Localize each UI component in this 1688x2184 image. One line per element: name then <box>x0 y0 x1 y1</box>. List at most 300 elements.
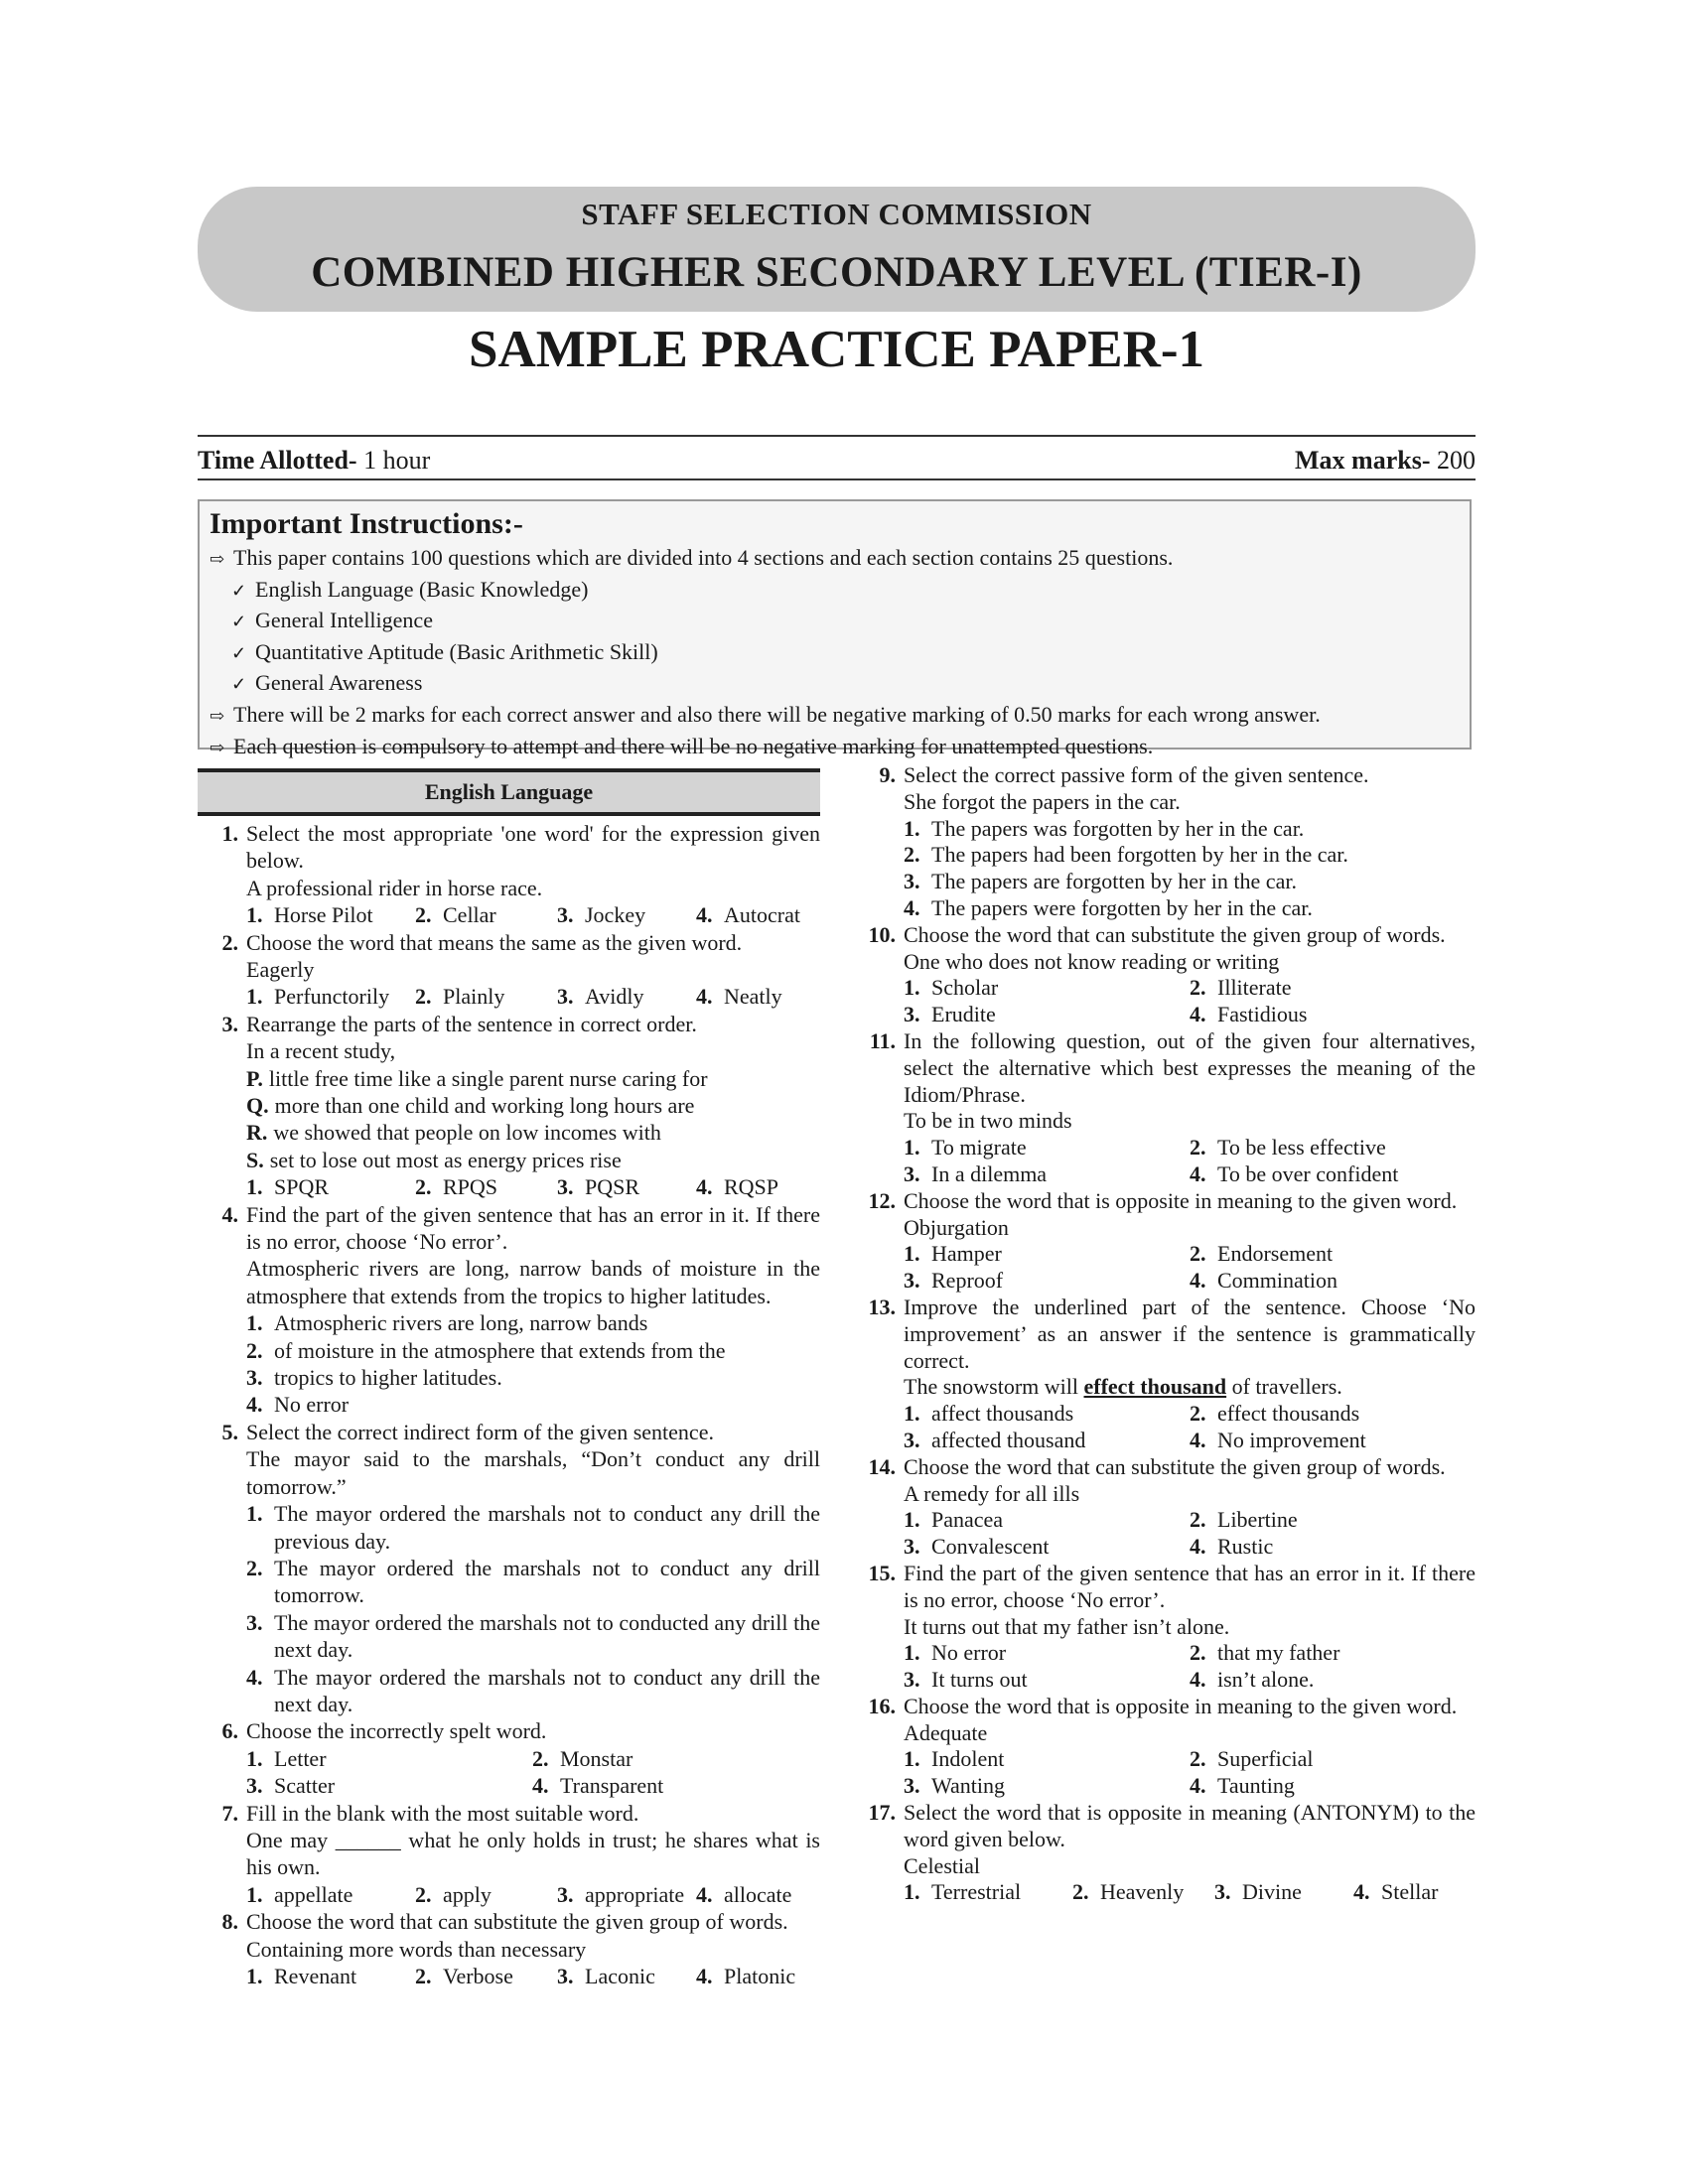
question-8 <box>198 1908 820 1989</box>
question-prompt: Fill in the blank with the most suitable word. <box>246 1800 639 1826</box>
question-stem: The mayor said to the marshals, “Don’t conduct any drill tomorrow.” <box>246 1446 820 1499</box>
option-text: PQSR <box>585 1174 640 1200</box>
option-1[interactable] <box>246 983 389 1010</box>
option-3[interactable] <box>904 1428 1190 1454</box>
option-text: The papers were forgotten by her in the car. <box>931 894 1313 920</box>
option-2[interactable] <box>415 983 504 1010</box>
option-4[interactable] <box>696 901 800 928</box>
option-number: 2. <box>1190 1401 1206 1427</box>
option-3[interactable] <box>246 1364 820 1391</box>
option-2[interactable] <box>415 1881 492 1908</box>
option-text: The mayor ordered the marshals not to conduct any drill the next day. <box>274 1664 820 1716</box>
question-stem: Eagerly <box>246 957 315 983</box>
option-text: Scatter <box>274 1773 336 1799</box>
question-stem: Containing more words than necessary <box>246 1936 587 1962</box>
options <box>904 1640 1476 1694</box>
question-stem: A remedy for all ills <box>904 1480 1080 1506</box>
question-1 <box>198 820 820 929</box>
part-text: more than one child and working long hours are <box>274 1093 695 1119</box>
option-1[interactable] <box>904 1507 1190 1534</box>
option-text: appropriate <box>585 1881 685 1907</box>
option-text: SPQR <box>274 1174 330 1200</box>
option-number: 4. <box>696 902 713 928</box>
question-prompt: Choose the word that is opposite in meaning to the given word. <box>904 1187 1458 1213</box>
option-text: affected thousand <box>931 1427 1086 1452</box>
options <box>904 1746 1476 1800</box>
option-2[interactable] <box>246 1337 820 1364</box>
option-text: RQSP <box>724 1174 779 1200</box>
option-number: 4. <box>1190 1427 1206 1452</box>
time-label: Time Allotted- <box>198 446 357 475</box>
question-10 <box>855 922 1476 1028</box>
option-3[interactable] <box>246 1772 532 1799</box>
question-3 <box>198 1011 820 1201</box>
option-4[interactable] <box>904 895 1476 922</box>
option-text: Monstar <box>560 1745 633 1771</box>
option-text: Neatly <box>724 984 782 1010</box>
options <box>246 1500 820 1717</box>
right-column <box>855 762 1476 1906</box>
option-number: 1. <box>904 1241 920 1267</box>
option-text: Transparent <box>560 1773 664 1799</box>
option-text: Terrestrial <box>931 1879 1022 1905</box>
option-2[interactable] <box>1190 975 1476 1002</box>
option-text: To be over confident <box>1217 1160 1399 1186</box>
org-title: STAFF SELECTION COMMISSION <box>581 197 1092 231</box>
question-number: 15. <box>868 1560 896 1585</box>
check-icon: ✓ <box>231 674 247 695</box>
max-marks <box>1295 446 1476 476</box>
option-2[interactable] <box>415 901 496 928</box>
option-number: 3. <box>904 1002 920 1027</box>
option-4[interactable] <box>1190 1667 1476 1694</box>
question-15 <box>855 1561 1476 1694</box>
instruction-text: Each question is compulsory to attempt and there will be no negative marking for unattempted questions. <box>233 733 1154 758</box>
option-4[interactable] <box>246 1664 820 1718</box>
option-number: 3. <box>557 1174 574 1200</box>
question-prompt: Find the part of the given sentence that has an error in it. If there is no error, choose ‘No error’. <box>246 1201 820 1255</box>
option-number: 2. <box>415 1174 432 1200</box>
option-number: 3. <box>904 1268 920 1294</box>
question-11 <box>855 1028 1476 1188</box>
option-3[interactable] <box>557 1881 684 1908</box>
option-text: Horse Pilot <box>274 902 373 928</box>
option-4[interactable] <box>1190 1428 1476 1454</box>
option-number: 3. <box>1214 1879 1231 1905</box>
option-1[interactable] <box>904 1746 1190 1773</box>
option-number: 1. <box>246 1174 263 1200</box>
option-number: 3. <box>904 1534 920 1560</box>
option-3[interactable] <box>246 1609 820 1664</box>
question-12 <box>855 1188 1476 1295</box>
option-text: No error <box>931 1640 1007 1666</box>
question-stem: Celestial <box>904 1852 980 1878</box>
underlined-phrase: effect thousand <box>1083 1374 1227 1400</box>
question-14 <box>855 1454 1476 1561</box>
check-icon: ✓ <box>231 612 247 632</box>
option-number: 1. <box>904 975 920 1001</box>
sentence-part <box>246 1119 820 1146</box>
option-2[interactable] <box>1190 1241 1476 1268</box>
instruction-text: General Intelligence <box>255 608 433 633</box>
exam-title: COMBINED HIGHER SECONDARY LEVEL (TIER-I) <box>311 249 1362 296</box>
option-text: that my father <box>1217 1640 1340 1666</box>
option-2[interactable] <box>1190 1640 1476 1667</box>
option-text: Divine <box>1242 1879 1302 1905</box>
option-number: 4. <box>1190 1534 1206 1560</box>
option-number: 2. <box>1190 975 1206 1001</box>
option-text: Stellar <box>1381 1879 1439 1905</box>
option-2[interactable] <box>415 1173 497 1200</box>
option-text: Jockey <box>585 902 646 928</box>
option-number: 1. <box>246 1310 263 1336</box>
option-text: The mayor ordered the marshals not to conduct any drill tomorrow. <box>274 1555 820 1608</box>
option-number: 4. <box>1190 1667 1206 1693</box>
option-number: 4. <box>904 894 920 920</box>
question-stem: One may ______ what he only holds in trust; he shares what is his own. <box>246 1827 820 1880</box>
options <box>904 1879 1476 1906</box>
options <box>246 983 820 1010</box>
option-4[interactable] <box>696 1881 791 1908</box>
option-number: 1. <box>904 1507 920 1533</box>
instructions-title: Important Instructions:- <box>210 507 523 540</box>
part-text: little free time like a single parent nurse caring for <box>268 1065 708 1091</box>
option-number: 1. <box>904 1879 920 1905</box>
marks-value: 200 <box>1430 446 1476 475</box>
options <box>246 901 820 928</box>
option-1[interactable] <box>904 1135 1190 1161</box>
option-text: effect thousands <box>1217 1401 1360 1427</box>
question-6 <box>198 1717 820 1799</box>
part-label: Q. <box>246 1093 269 1119</box>
question-stem: Objurgation <box>904 1214 1009 1240</box>
question-5 <box>198 1419 820 1717</box>
option-text: Heavenly <box>1100 1879 1185 1905</box>
option-number: 1. <box>904 1135 920 1160</box>
option-4[interactable] <box>696 983 782 1010</box>
question-prompt: In the following question, out of the given four alternatives, select the alternative which best expresses the meaning of the Idiom/Phrase. <box>904 1027 1476 1107</box>
divider <box>198 478 1476 480</box>
option-3[interactable] <box>557 901 645 928</box>
time-value: 1 hour <box>356 446 431 475</box>
part-label: R. <box>246 1120 268 1146</box>
paper-title: SAMPLE PRACTICE PAPER-1 <box>468 321 1205 378</box>
option-3[interactable] <box>904 1773 1190 1800</box>
option-text: To be less effective <box>1217 1135 1386 1160</box>
options <box>904 816 1476 922</box>
option-4[interactable] <box>1190 1773 1476 1800</box>
option-number: 3. <box>246 1365 263 1391</box>
question-number: 9. <box>879 762 896 787</box>
option-3[interactable] <box>557 1963 655 1989</box>
instruction-text: There will be 2 marks for each correct answer and also there will be negative marking of 0.50 marks for each wrong answer. <box>233 701 1321 727</box>
option-number: 4. <box>696 984 713 1010</box>
option-number: 1. <box>904 815 920 841</box>
question-number: 5. <box>221 1419 238 1444</box>
option-1[interactable] <box>904 1401 1190 1428</box>
question-prompt: Select the correct indirect form of the given sentence. <box>246 1419 714 1444</box>
option-number: 3. <box>904 1773 920 1799</box>
option-number: 2. <box>1072 1879 1089 1905</box>
option-1[interactable] <box>246 1173 329 1200</box>
option-text: Endorsement <box>1217 1241 1334 1267</box>
option-text: Atmospheric rivers are long, narrow bands <box>274 1310 648 1336</box>
option-text: Erudite <box>931 1002 996 1027</box>
option-number: 2. <box>1190 1241 1206 1267</box>
option-4[interactable] <box>1190 1534 1476 1561</box>
instruction-item <box>210 606 1460 637</box>
question-stem: One who does not know reading or writing <box>904 948 1280 974</box>
option-number: 3. <box>557 984 574 1010</box>
question-prompt: Choose the word that can substitute the given group of words. <box>904 1453 1446 1479</box>
question-13 <box>855 1295 1476 1454</box>
option-number: 4. <box>532 1773 549 1799</box>
header-banner <box>198 187 1476 312</box>
options <box>904 1401 1476 1454</box>
option-text: Plainly <box>443 984 505 1010</box>
option-text: Illiterate <box>1217 975 1292 1001</box>
option-text: The mayor ordered the marshals not to conducted any drill the next day. <box>274 1609 820 1663</box>
sentence-part <box>246 1065 820 1092</box>
question-4 <box>198 1201 820 1419</box>
question-prompt: Select the most appropriate 'one word' for the expression given below. <box>246 821 820 874</box>
part-text: we showed that people on low incomes with <box>273 1120 661 1146</box>
option-2[interactable] <box>415 1963 513 1989</box>
option-3[interactable] <box>904 869 1476 895</box>
option-1[interactable] <box>246 1309 820 1336</box>
arrow-right-icon: ⇨ <box>210 705 225 726</box>
option-number: 2. <box>415 1964 432 1988</box>
option-text: Commination <box>1217 1268 1337 1294</box>
option-3[interactable] <box>904 1002 1190 1028</box>
option-number: 1. <box>246 1501 263 1527</box>
option-number: 1. <box>246 984 263 1010</box>
question-number: 2. <box>221 929 238 955</box>
question-number: 7. <box>221 1800 238 1826</box>
sentence-part <box>246 1092 820 1119</box>
question-number: 6. <box>221 1718 238 1744</box>
time-allotted <box>198 446 430 476</box>
option-number: 2. <box>415 984 432 1010</box>
option-text: Fastidious <box>1217 1002 1308 1027</box>
question-prompt: Choose the word that can substitute the given group of words. <box>246 1909 788 1935</box>
arrow-right-icon: ⇨ <box>210 737 225 757</box>
option-2[interactable] <box>904 842 1476 869</box>
option-3[interactable] <box>557 1173 639 1200</box>
option-text: Cellar <box>443 902 496 928</box>
option-3[interactable] <box>1214 1879 1302 1906</box>
option-number: 1. <box>904 1746 920 1772</box>
question-stem: Adequate <box>904 1719 988 1745</box>
option-1[interactable] <box>904 1879 1021 1906</box>
option-1[interactable] <box>904 816 1476 843</box>
option-text: Avidly <box>585 984 644 1010</box>
question-number: 16. <box>868 1693 896 1718</box>
option-2[interactable] <box>246 1555 820 1609</box>
option-text: Verbose <box>443 1964 513 1988</box>
option-number: 4. <box>1353 1879 1370 1905</box>
question-number: 8. <box>221 1909 238 1935</box>
option-number: 2. <box>246 1337 263 1363</box>
instruction-text: General Awareness <box>255 670 423 696</box>
question-prompt: Select the correct passive form of the given sentence. <box>904 762 1369 787</box>
option-2[interactable] <box>532 1745 820 1772</box>
option-4[interactable] <box>532 1772 820 1799</box>
option-1[interactable] <box>246 901 373 928</box>
option-text: tropics to higher latitudes. <box>274 1365 502 1391</box>
option-number: 4. <box>1190 1160 1206 1186</box>
options <box>904 1135 1476 1188</box>
option-number: 4. <box>1190 1002 1206 1027</box>
option-number: 2. <box>246 1555 263 1580</box>
option-text: allocate <box>724 1881 792 1907</box>
options <box>904 1507 1476 1561</box>
option-text: appellate <box>274 1881 353 1907</box>
option-text: Perfunctorily <box>274 984 390 1010</box>
option-number: 1. <box>246 1964 263 1988</box>
part-text: set to lose out most as energy prices rise <box>269 1147 622 1172</box>
option-2[interactable] <box>1190 1507 1476 1534</box>
option-4[interactable] <box>696 1963 795 1989</box>
option-1[interactable] <box>904 1241 1190 1268</box>
option-text: Taunting <box>1217 1773 1295 1799</box>
option-number: 4. <box>696 1964 713 1988</box>
option-number: 4. <box>246 1392 263 1418</box>
option-1[interactable] <box>246 1500 820 1555</box>
option-number: 2. <box>1190 1135 1206 1160</box>
question-prompt: Choose the word that is opposite in meaning to the given word. <box>904 1693 1458 1718</box>
option-1[interactable] <box>246 1963 356 1989</box>
option-4[interactable] <box>246 1391 820 1418</box>
option-text: To migrate <box>931 1135 1027 1160</box>
option-number: 3. <box>246 1609 263 1635</box>
option-text: Wanting <box>931 1773 1005 1799</box>
divider <box>198 435 1476 437</box>
option-number: 3. <box>246 1773 263 1799</box>
option-4[interactable] <box>1190 1161 1476 1188</box>
part-label: S. <box>246 1147 264 1172</box>
option-2[interactable] <box>1072 1879 1184 1906</box>
question-17 <box>855 1800 1476 1906</box>
question-2 <box>198 929 820 1011</box>
option-text: apply <box>443 1881 492 1907</box>
question-stem: A professional rider in horse race. <box>246 875 543 900</box>
question-prompt: Select the word that is opposite in meaning (ANTONYM) to the word given below. <box>904 1800 1476 1851</box>
instruction-item <box>210 575 1460 607</box>
option-number: 2. <box>904 842 920 868</box>
option-4[interactable] <box>1190 1002 1476 1028</box>
question-number: 4. <box>221 1201 238 1227</box>
option-number: 1. <box>246 1881 263 1907</box>
option-text: RPQS <box>443 1174 498 1200</box>
question-number: 13. <box>868 1294 896 1319</box>
option-text: Indolent <box>931 1746 1005 1772</box>
option-number: 4. <box>696 1174 713 1200</box>
question-prompt: Find the part of the given sentence that has an error in it. If there is no error, choose ‘No error’. <box>904 1560 1476 1612</box>
option-3[interactable] <box>557 983 643 1010</box>
option-text: No error <box>274 1392 350 1418</box>
question-number: 12. <box>868 1187 896 1213</box>
question-prompt: Choose the word that can substitute the given group of words. <box>904 921 1446 947</box>
instruction-text: Quantitative Aptitude (Basic Arithmetic Skill) <box>255 638 658 664</box>
option-1[interactable] <box>246 1745 532 1772</box>
question-stem: She forgot the papers in the car. <box>904 788 1181 814</box>
option-text: Reproof <box>931 1268 1004 1294</box>
option-number: 2. <box>1190 1507 1206 1533</box>
options <box>246 1963 820 1989</box>
option-1[interactable] <box>904 1640 1190 1667</box>
instruction-item <box>210 637 1460 669</box>
option-2[interactable] <box>1190 1746 1476 1773</box>
question-number: 10. <box>868 921 896 947</box>
check-icon: ✓ <box>231 580 247 601</box>
option-text: Convalescent <box>931 1534 1050 1560</box>
option-3[interactable] <box>904 1534 1190 1561</box>
question-stem: Atmospheric rivers are long, narrow bands of moisture in the atmosphere that extends from the tropics to higher latitudes. <box>246 1256 820 1308</box>
option-4[interactable] <box>1190 1268 1476 1295</box>
question-number: 14. <box>868 1453 896 1479</box>
part-label: P. <box>246 1065 263 1091</box>
question-number: 1. <box>221 821 238 846</box>
question-9 <box>855 762 1476 922</box>
option-3[interactable] <box>904 1667 1190 1694</box>
option-number: 3. <box>904 1427 920 1452</box>
option-number: 4. <box>1190 1773 1206 1799</box>
option-text: Platonic <box>724 1964 796 1988</box>
instruction-item <box>210 543 1460 575</box>
option-text: Autocrat <box>724 902 800 928</box>
option-3[interactable] <box>904 1161 1190 1188</box>
option-3[interactable] <box>904 1268 1190 1295</box>
option-2[interactable] <box>1190 1135 1476 1161</box>
options <box>246 1173 820 1200</box>
option-number: 1. <box>246 1745 263 1771</box>
question-number: 11. <box>869 1027 896 1053</box>
option-number: 3. <box>557 1964 574 1988</box>
check-icon: ✓ <box>231 642 247 663</box>
option-text: Hamper <box>931 1241 1002 1267</box>
option-text: The papers are forgotten by her in the car. <box>931 869 1297 894</box>
option-text: The mayor ordered the marshals not to conduct any drill the previous day. <box>274 1501 820 1554</box>
option-text: The papers was forgotten by her in the car. <box>931 815 1305 841</box>
option-number: 3. <box>557 1881 574 1907</box>
option-number: 1. <box>904 1401 920 1427</box>
option-number: 2. <box>415 902 432 928</box>
option-text: It turns out <box>931 1667 1028 1693</box>
option-number: 2. <box>415 1881 432 1907</box>
option-4[interactable] <box>696 1173 778 1200</box>
option-number: 2. <box>532 1745 549 1771</box>
option-text: isn’t alone. <box>1217 1667 1315 1693</box>
option-number: 3. <box>904 1160 920 1186</box>
option-1[interactable] <box>904 975 1190 1002</box>
option-4[interactable] <box>1353 1879 1438 1906</box>
instruction-text: This paper contains 100 questions which are divided into 4 sections and each section contains 25 questions. <box>233 545 1174 570</box>
options <box>246 1309 820 1419</box>
option-2[interactable] <box>1190 1401 1476 1428</box>
option-text: Superficial <box>1217 1746 1314 1772</box>
question-prompt: Improve the underlined part of the sentence. Choose ‘No improvement’ as an answer if the sentence is grammatically correct. <box>904 1294 1476 1373</box>
question-stem: In a recent study, <box>246 1038 396 1064</box>
option-text: Libertine <box>1217 1507 1298 1533</box>
stem-text: of travellers. <box>1226 1374 1342 1400</box>
question-stem: To be in two minds <box>904 1108 1072 1134</box>
option-1[interactable] <box>246 1881 352 1908</box>
sentence-part <box>246 1147 820 1173</box>
option-text: Rustic <box>1217 1534 1274 1560</box>
question-16 <box>855 1694 1476 1800</box>
option-text: No improvement <box>1217 1427 1366 1452</box>
